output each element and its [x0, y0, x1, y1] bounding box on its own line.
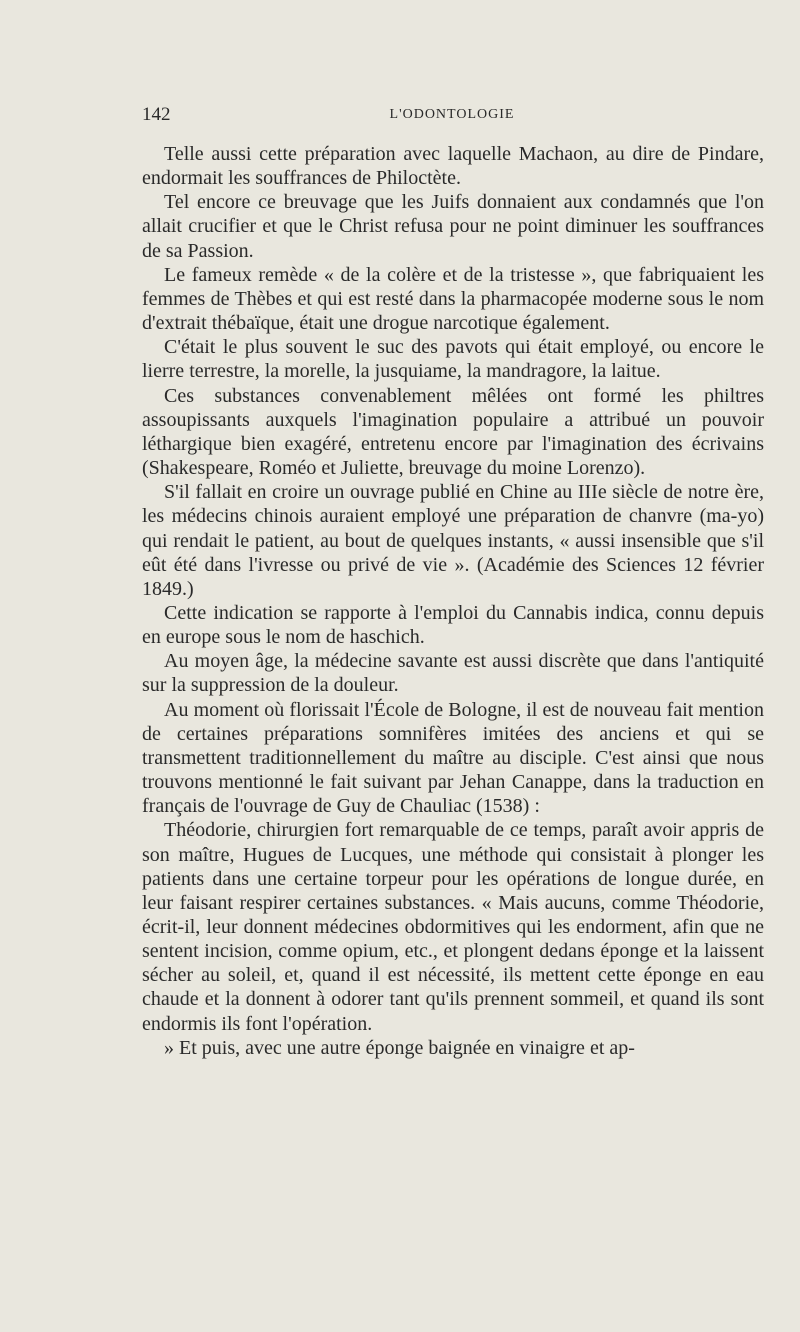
page-number: 142 — [142, 104, 171, 125]
paragraph: C'était le plus souvent le suc des pavots qui était employé, ou encore le lierre terrestre, la morelle, la jusquiame, la mandragore, la laitue. — [142, 336, 764, 383]
body-text — [142, 142, 764, 1060]
paragraph: Théodorie, chirurgien fort remarquable de ce temps, paraît avoir appris de son maître, Hugues de Lucques, une méthode qui consistait à plonger les patients dans une certaine torpeur pour les opérations de longue durée, en leur faisant respirer certaines substances. « Mais aucuns, comme Théodorie, écrit-il, leur donnent médecines obdormitives qui les endorment, afin que ne sentent incision, comme opium, etc., et plongent dedans éponge et la laissent sécher au soleil, et, quand il est nécessité, ils mettent cette éponge en eau chaude et la donnent à odorer tant qu'ils prennent sommeil, et quand ils sont endormis ils font l'opération. — [142, 819, 764, 1035]
page-header — [142, 104, 762, 130]
paragraph: Cette indication se rapporte à l'emploi du Cannabis indica, connu depuis en europe sous le nom de haschich. — [142, 601, 764, 649]
paragraph: Tel encore ce breuvage que les Juifs donnaient aux condamnés que l'on allait crucifier et que le Christ refusa pour ne point diminuer les souffrances de sa Passion. — [142, 191, 764, 262]
running-title: L'ODONTOLOGIE — [389, 107, 515, 122]
paragraph: Telle aussi cette préparation avec laquelle Machaon, au dire de Pindare, endormait les souffrances de Philoctète. — [142, 143, 764, 190]
paragraph: S'il fallait en croire un ouvrage publié en Chine au IIIe siècle de notre ère, les médecins chinois auraient employé une préparation de chanvre (ma-yo) qui rendait le patient, au bout de quelques instants, « aussi insensible que s'il eût été dans l'ivresse ou privé de vie ». (Académie des Sciences 12 février 1849.) — [142, 481, 764, 600]
paragraph: Au moment où florissait l'École de Bologne, il est de nouveau fait mention de certaines préparations somnifères imitées des anciens et qui se transmettent traditionnellement du maître au disciple. C'est ainsi que nous trouvons mentionné le fait suivant par Jehan Canappe, dans la traduction en français de l'ouvrage de Guy de Chauliac (1538) : — [142, 698, 764, 818]
paragraph: Au moyen âge, la médecine savante est aussi discrète que dans l'antiquité sur la suppression de la douleur. — [142, 650, 764, 697]
paragraph: Ces substances convenablement mêlées ont formé les philtres assoupissants auxquels l'imagination populaire a attribué un pouvoir léthargique bien exagéré, entretenu encore par l'imagination des écrivains (Shakespeare, Roméo et Juliette, breuvage du moine Lorenzo). — [142, 384, 764, 480]
paragraph: » Et puis, avec une autre éponge baignée en vinaigre et ap- — [164, 1036, 635, 1059]
paragraph: Le fameux remède « de la colère et de la tristesse », que fabriquaient les femmes de Thèbes et qui est resté dans la pharmacopée moderne sous le nom d'extrait thébaïque, était une drogue narcotique également. — [142, 263, 764, 335]
